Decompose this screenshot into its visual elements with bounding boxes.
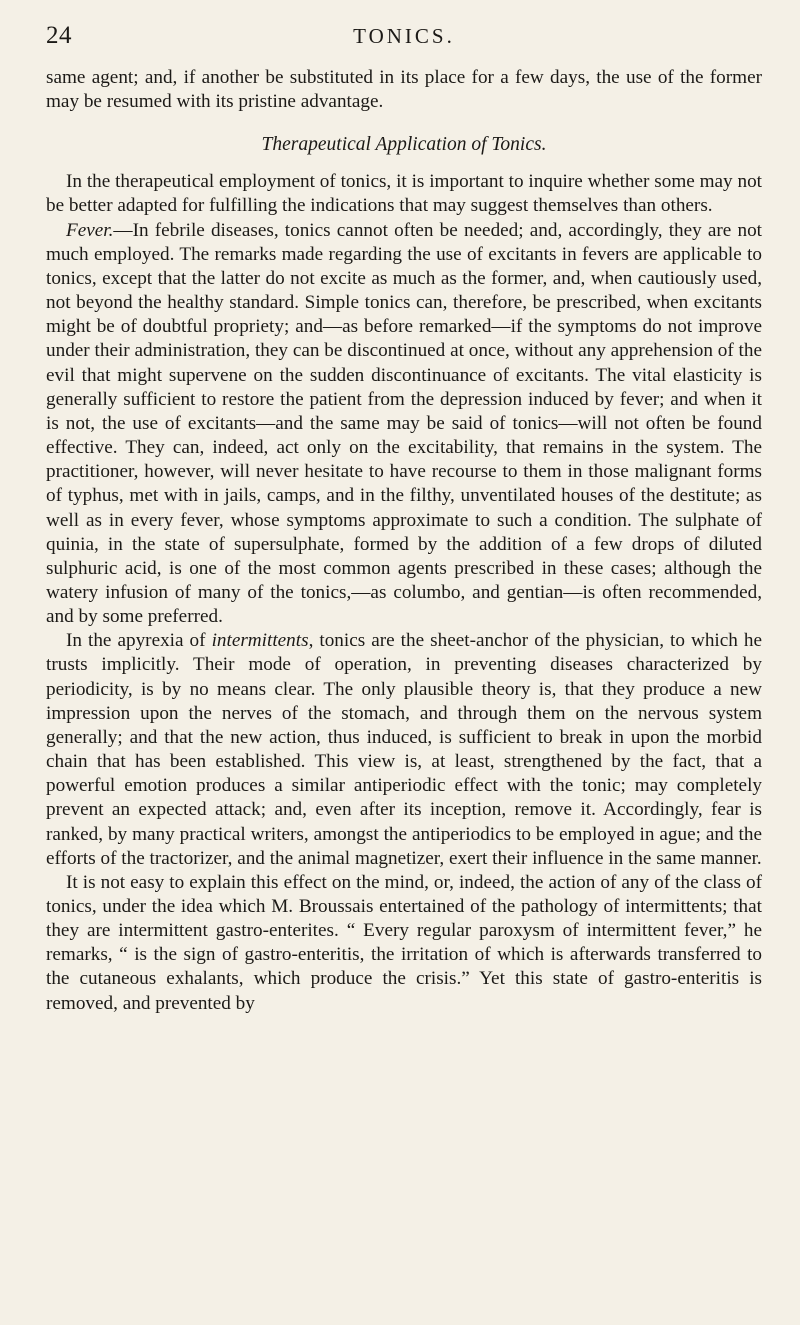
running-head: TONICS. [353,24,455,48]
page-body [46,66,762,1016]
intermittents-paragraph [46,629,762,871]
intermittents-text-start: In the apyrexia of [66,630,212,652]
fever-text: —In febrile diseases, tonics cannot often be needed; and, accordingly, they are not much employed. The remarks made regarding the use of excitants in fevers are applicable to tonics, except that the latter do not excite as much as the former, and, when cautiously used, not beyond the healthy standard. Simple tonics can, therefore, be prescribed, when excitants might be of doubtful propriety; and—as before remarked—if the symptoms do not improve under their administration, they can be discontinued at once, without any apprehension of the evil that might supervene on the sudden discontinuance of excitants. The vital elasticity is generally sufficient to restore the patient from the depression induced by fever; and when it is not, the use of excitants—and the same may be said of tonics—will not often be found effective. They can, indeed, act only on the excitability, that remains in the system. The practitioner, however, will never hesitate to have recourse to them in those malignant forms of typhus, met with in jails, camps, and in the filthy, unventilated houses of the destitute; as well as in every fever, whose symptoms approximate to such a condition. The sulphate of quinia, in the state of supersulphate, formed by the addition of a few drops of diluted sulphuric acid, is one of the most common agents prescribed in these cases; although the watery infusion of many of the tonics,—as columbo, and gentian—is often recommended, and by some preferred. [46,219,762,628]
intro-paragraph: In the therapeutical employment of tonics, it is important to inquire whether some may not be better adapted for fulfilling the indications that may suggest themselves than others. [46,171,762,217]
page-header [46,22,762,66]
broussais-paragraph: It is not easy to explain this effect on the mind, or, indeed, the action of any of the class of tonics, under the idea which M. Broussais entertained of the pathology of intermittents; that they are intermittent gastro-enterites. “ Every regular paroxysm of intermittent fever,” he remarks, “ is the sign of gastro-enteritis, the irritation of which is afterwards transferred to the cutaneous exhalants, which produce the crisis.” Yet this state of gastro-enteritis is removed, and prevented by [46,871,762,1014]
fever-heading: Fever. [66,219,114,241]
intermittents-term: intermittents [211,630,309,652]
section-title: Therapeutical Application of Tonics. [261,134,547,156]
continuation-paragraph: same agent; and, if another be substituted in its place for a few days, the use of the former may be resumed with its pristine advantage. [46,67,762,113]
intermittents-text-rest: , tonics are the sheet-anchor of the physician, to which he trusts implicitly. Their mode of operation, in preventing diseases characterized by periodicity, is by no means clear. The only plausible theory is, that they produce a new impression upon the nerves of the stomach, and through them on the nervous system generally; and that the new action, thus induced, is sufficient to break in upon the morbid chain that has been established. This view is, at least, strengthened by the fact, that a powerful emotion produces a similar antiperiodic effect with the tonic; may completely prevent an expected attack; and, even after its inception, remove it. Accordingly, fear is ranked, by many practical writers, amongst the antiperiodics to be employed in ague; and the efforts of the tractorizer, and the animal magnetizer, exert their influence in the same manner. [46,630,762,869]
page-number: 24 [46,22,72,49]
fever-paragraph [46,219,762,630]
